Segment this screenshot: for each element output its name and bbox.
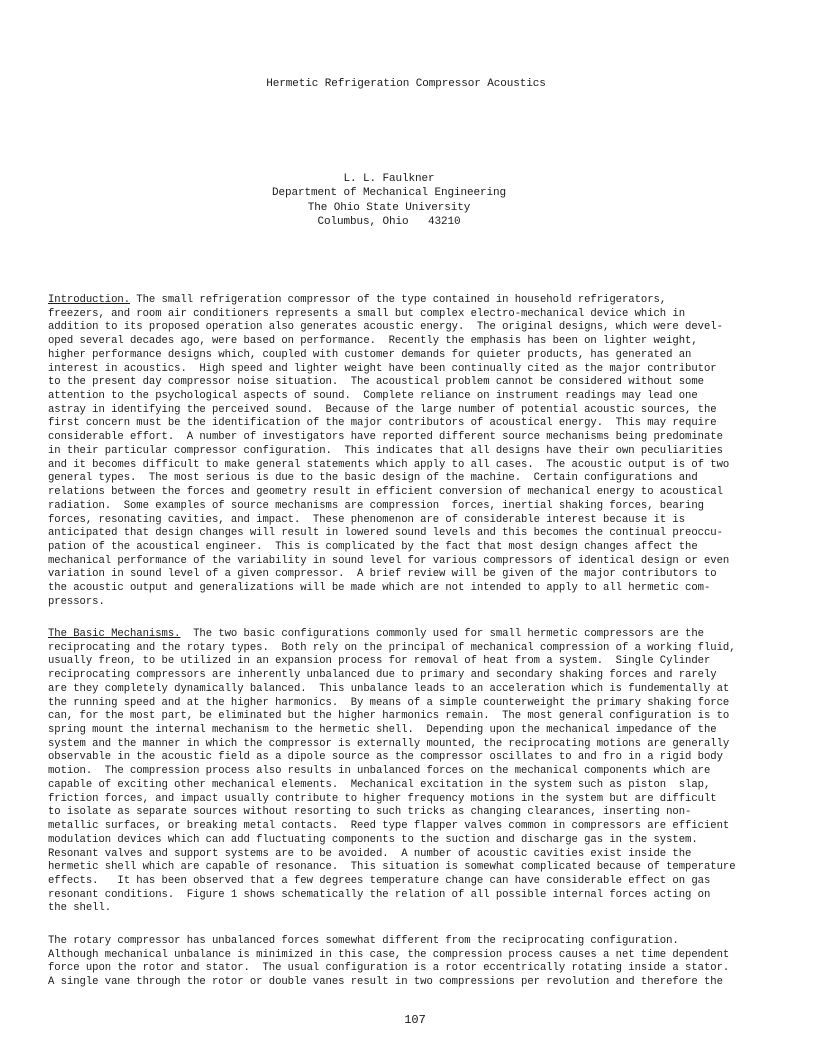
paragraph-line: first concern must be the identification of the major contributors of acoustical energy. This may require: [48, 417, 717, 430]
paragraph-line: freezers, and room air conditioners represents a small but complex electro-mechanical device which in: [48, 307, 686, 320]
paragraph-line: capable of exciting other mechanical elements. Mechanical excitation in the system such as piston slap,: [48, 778, 711, 791]
paragraph-line: to the present day compressor noise situation. The acoustical problem cannot be considered without some: [48, 376, 704, 389]
paragraph-line: can, for the most part, be eliminated but the higher harmonics remain. The most general configuration is to: [48, 710, 730, 723]
paragraph-line: system and the manner in which the compressor is externally mounted, the reciprocating motions are generally: [48, 737, 730, 750]
paragraph-line: hermetic shell which are capable of resonance. This situation is somewhat complicated because of temperature: [48, 861, 736, 874]
paragraph-line: observable in the acoustic field as a dipole source as the compressor oscillates to and fro in a rigid body: [48, 751, 723, 764]
paragraph-line: in their particular compressor configuration. This indicates that all designs have their own peculiarities: [48, 444, 723, 457]
paragraph-line: forces, resonating cavities, and impact. These phenomenon are of considerable interest because it is: [48, 513, 686, 526]
paragraph-line: Resonant valves and support systems are to be avoided. A number of acoustic cavities exist inside the: [48, 847, 692, 860]
author-name: L. L. Faulkner: [343, 173, 435, 185]
paragraph-line: radiation. Some examples of source mechanisms are compression forces, inertial shaking forces, bearing: [48, 499, 704, 512]
paragraph-line: friction forces, and impact usually contribute to higher frequency motions in the system but are difficult: [48, 792, 717, 805]
paragraph-line: variation in sound level of a given compressor. A brief review will be given of the major contributors to: [48, 568, 717, 581]
author-university: The Ohio State University: [307, 201, 471, 214]
paragraph-line: the running speed and at the higher harmonics. By means of a simple counterweight the primary shaking force: [48, 696, 730, 709]
paragraph-line: spring mount the internal mechanism to the hermetic shell. Depending upon the mechanical impedance of the: [48, 724, 717, 737]
paragraph-line: addition to its proposed operation also generates acoustic energy. The original designs, which were devel-: [48, 321, 723, 334]
paragraph-line: modulation devices which can add fluctuating components to the suction and discharge gas in the system.: [48, 833, 698, 846]
paragraph-line: anticipated that design changes will result in lowered sound levels and this becomes the continual preoccu-: [48, 527, 723, 540]
author-location: Columbus, Ohio 43210: [317, 216, 461, 229]
paragraph-line: oped several decades ago, were based on performance. Recently the emphasis has been on lighter weight,: [48, 335, 698, 348]
paragraph-line-text: The small refrigeration compressor of the type contained in household refrigerators,: [130, 294, 667, 306]
paragraph-line: Although mechanical unbalance is minimized in this case, the compression process causes a net time dependent: [48, 948, 730, 961]
author-department: Department of Mechanical Engineering: [271, 187, 507, 200]
paragraph-line: general types. The most serious is due to the basic design of the machine. Certain configurations and: [48, 472, 698, 485]
paragraph-line: The rotary compressor has unbalanced forces somewhat different from the reciprocating configuration.: [48, 935, 679, 947]
page-number: 107: [404, 1013, 426, 1027]
paragraph-line-text: The two basic configurations commonly used for small hermetic compressors are the: [180, 628, 704, 640]
rotary-paragraph: [48, 935, 783, 990]
introduction-paragraph: [48, 294, 783, 610]
paragraph-line: attention to the psychological aspects of sound. Complete reliance on instrument readings may lead one: [48, 390, 698, 403]
paragraph-line: A single vane through the rotor or double vanes result in two compressions per revolution and therefore the: [48, 976, 723, 989]
paragraph-line: pation of the acoustical engineer. This is complicated by the fact that most design changes affect the: [48, 540, 698, 553]
paragraph-line: force upon the rotor and stator. The usual configuration is a rotor eccentrically rotating inside a stator.: [48, 962, 730, 975]
paragraph-line: reciprocating compressors are inherently unbalanced due to primary and secondary shaking forces and rarely: [48, 669, 717, 682]
paragraph-line: usually freon, to be utilized in an expansion process for removal of heat from a system. Single Cylinder: [48, 655, 711, 668]
author-block: [0, 172, 778, 230]
basic-mechanisms-heading: The Basic Mechanisms.: [48, 628, 181, 640]
paragraph-line: [48, 628, 783, 642]
paragraph-line: interest in acoustics. High speed and lighter weight have been continually cited as the major contributor: [48, 362, 717, 375]
paragraph-line: and it becomes difficult to make general statements which apply to all cases. The acoustic output is of two: [48, 458, 730, 471]
paragraph-line: motion. The compression process also results in unbalanced forces on the mechanical components which are: [48, 765, 711, 778]
paragraph-line: [48, 294, 783, 308]
paragraph-line: mechanical performance of the variability in sound level for various compressors of identical design or even: [48, 554, 730, 567]
paragraph-line: effects. It has been observed that a few degrees temperature change can have considerable effect on gas: [48, 874, 711, 887]
page-title: Hermetic Refrigeration Compressor Acoustics: [266, 78, 546, 90]
paragraph-line: to isolate as separate sources without resorting to such tricks as changing clearances, inserting non-: [48, 806, 692, 819]
paragraph-line: relations between the forces and geometry result in efficient conversion of mechanical energy to acoustical: [48, 486, 723, 499]
paragraph-line: astray in identifying the perceived sound. Because of the large number of potential acoustic sources, the: [48, 403, 717, 416]
paragraph-line: pressors.: [48, 595, 105, 608]
introduction-heading: Introduction.: [48, 294, 130, 306]
paragraph-line: higher performance designs which, coupled with customer demands for quieter products, has generated an: [48, 348, 692, 361]
paragraph-line: reciprocating and the rotary types. Both rely on the principal of mechanical compression of a working fluid,: [48, 641, 736, 654]
paragraph-line: the shell.: [48, 902, 112, 915]
basic-mechanisms-paragraph: [48, 628, 783, 916]
paragraph-line: resonant conditions. Figure 1 shows schematically the relation of all possible internal forces acting on: [48, 888, 711, 901]
paragraph-line: considerable effort. A number of investigators have reported different source mechanisms being predominate: [48, 431, 723, 444]
paragraph-line: metallic surfaces, or breaking metal contacts. Reed type flapper valves common in compressors are efficient: [48, 820, 730, 833]
paragraph-line: the acoustic output and generalizations will be made which are not intended to apply to all hermetic com-: [48, 582, 711, 595]
paragraph-line: are they completely dynamically balanced. This unbalance leads to an acceleration which is fundementally at: [48, 682, 730, 695]
